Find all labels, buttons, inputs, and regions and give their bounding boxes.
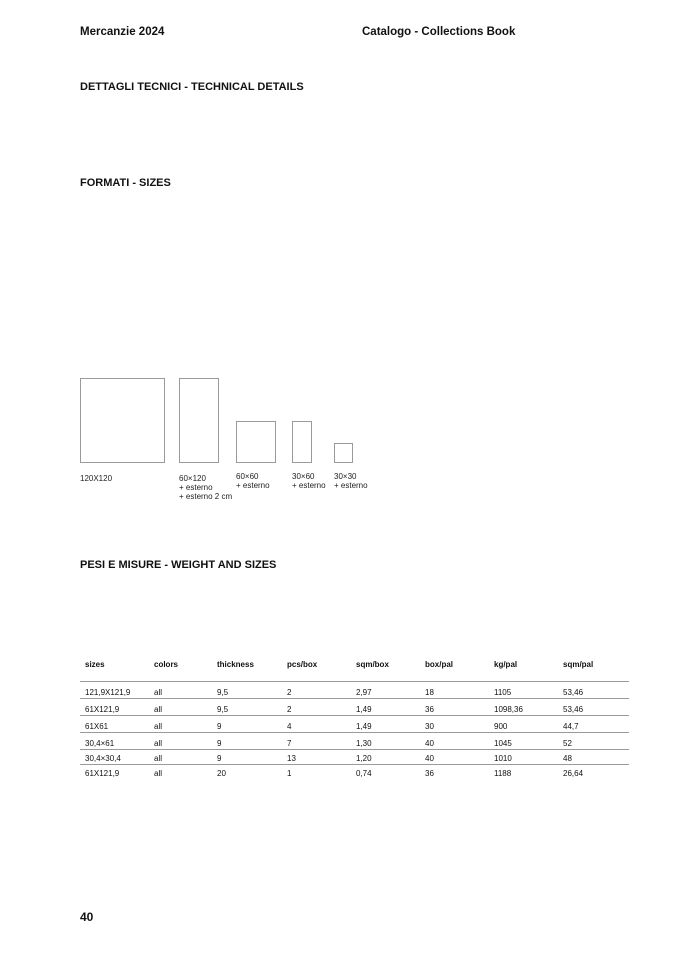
tile-120x120 [80, 378, 165, 463]
table-cell: 9 [212, 732, 282, 749]
format-label-60x60: 60×60 + esterno [236, 472, 270, 490]
table-cell: 900 [489, 715, 558, 732]
column-header: kg/pal [494, 659, 518, 669]
table-cell: 20 [217, 769, 226, 778]
column-header: sizes [85, 659, 105, 669]
table-cell: 121,9X121,9 [80, 681, 149, 698]
format-label-120x120: 120X120 [80, 474, 113, 483]
table-row [80, 764, 629, 779]
page-number: 40 [80, 910, 94, 924]
table-cell: all [149, 732, 212, 749]
table-cell: 9 [212, 715, 282, 732]
table-cell: 2 [282, 681, 351, 698]
table-cell: 36 [425, 769, 434, 778]
table-cell: 1105 [489, 681, 558, 698]
format-label-30x60: 30×60 + esterno [292, 472, 326, 490]
table-cell: 1,49 [351, 715, 420, 732]
table-cell: 18 [420, 681, 489, 698]
table-cell: 1,20 [351, 749, 420, 764]
table-cell: 4 [282, 715, 351, 732]
table-cell: 1045 [489, 732, 558, 749]
table-row [80, 681, 629, 698]
table-cell: 9 [212, 749, 282, 764]
column-header: box/pal [425, 659, 454, 669]
table-cell: all [149, 715, 212, 732]
table-row [80, 732, 629, 749]
table-cell: all [149, 681, 212, 698]
table-cell: 53,46 [558, 681, 629, 698]
column-header: sqm/box [356, 659, 389, 669]
format-label-30x30: 30×30 + esterno [334, 472, 368, 490]
table-cell: 1010 [489, 749, 558, 764]
sizes-heading: FORMATI - SIZES [80, 177, 171, 189]
table-cell: 52 [558, 732, 629, 749]
table-cell: 30 [420, 715, 489, 732]
table-cell: 9,5 [212, 681, 282, 698]
table-cell: 40 [420, 732, 489, 749]
table-cell: 30,4×61 [80, 732, 149, 749]
column-header: colors [154, 659, 179, 669]
column-header: thickness [217, 659, 254, 669]
table-cell: 1,30 [351, 732, 420, 749]
table-row [80, 749, 629, 764]
column-header: pcs/box [287, 659, 318, 669]
tile-30x30 [334, 443, 353, 463]
table-cell: 30,4×30,4 [80, 749, 149, 764]
tile-30x60 [292, 421, 312, 463]
table-cell: 1098,36 [489, 698, 558, 715]
table-cell: 7 [282, 732, 351, 749]
table-cell: 13 [282, 749, 351, 764]
table-cell: 48 [558, 749, 629, 764]
table-cell: all [149, 698, 212, 715]
header-right-title: Catalogo - Collections Book [362, 26, 516, 38]
format-label-60x120: 60×120 + esterno + esterno 2 cm [179, 474, 233, 501]
table-cell: 61X121,9 [85, 769, 120, 778]
table-cell: all [149, 749, 212, 764]
table-cell: 53,46 [558, 698, 629, 715]
table-cell: 44,7 [558, 715, 629, 732]
technical-details-heading: DETTAGLI TECNICI - TECHNICAL DETAILS [80, 81, 304, 93]
header-left-title: Mercanzie 2024 [80, 26, 165, 38]
weight-sizes-table [80, 655, 629, 779]
table-cell: 2 [282, 698, 351, 715]
tile-60x60 [236, 421, 276, 463]
table-cell: 1,49 [351, 698, 420, 715]
table-cell: 61X121,9 [80, 698, 149, 715]
table-cell: 36 [420, 698, 489, 715]
weight-sizes-heading: PESI E MISURE - WEIGHT AND SIZES [80, 559, 277, 571]
table-row [80, 715, 629, 732]
table-cell: 0,74 [356, 769, 372, 778]
table-cell: 2,97 [351, 681, 420, 698]
table-cell: all [154, 769, 163, 778]
tile-60x120 [179, 378, 219, 463]
column-header: sqm/pal [563, 659, 594, 669]
table-cell: 1188 [494, 769, 512, 778]
table-row [80, 698, 629, 715]
table-cell: 9,5 [212, 698, 282, 715]
table-header-row [80, 655, 629, 673]
table-cell: 1 [287, 769, 292, 778]
table-cell: 40 [420, 749, 489, 764]
table-cell: 26,64 [563, 769, 584, 778]
table-cell: 61X61 [80, 715, 149, 732]
